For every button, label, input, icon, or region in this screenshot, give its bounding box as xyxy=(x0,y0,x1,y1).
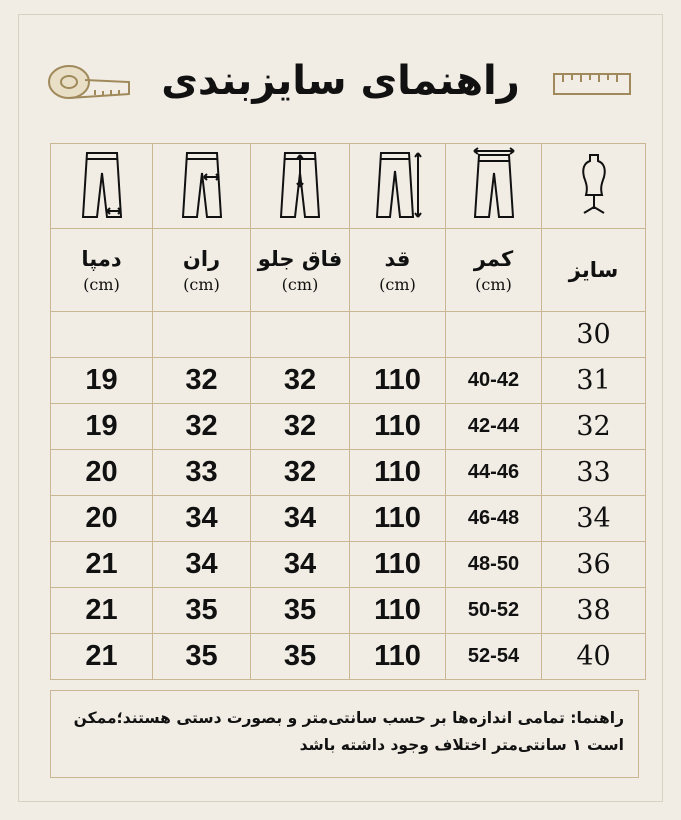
hem-icon-cell xyxy=(51,144,153,229)
hem-cell: 19 xyxy=(51,404,153,450)
table-row xyxy=(51,588,646,634)
height-cell: 110 xyxy=(350,450,446,496)
pants-hem-icon xyxy=(77,147,127,222)
rise-cell xyxy=(251,312,350,358)
rise-cell: 32 xyxy=(251,404,350,450)
pants-rise-icon xyxy=(275,147,325,222)
rise-header-label: فاق جلو xyxy=(257,246,343,271)
thigh-cell: 33 xyxy=(153,450,251,496)
page-title: راهنمای سایزبندی xyxy=(161,58,520,104)
mannequin-cell xyxy=(542,144,646,229)
guide-note: راهنما: تمامی اندازه‌ها بر حسب سانتی‌متر و بصورت دستی هستند؛ممکن است ۱ سانتی‌متر اختلاف وجود داشته باشد xyxy=(50,690,639,778)
rise-cell: 32 xyxy=(251,450,350,496)
size-header xyxy=(542,229,646,312)
size-cell: 30 xyxy=(542,312,646,358)
height-cell: 110 xyxy=(350,496,446,542)
waist-cell: 50-52 xyxy=(446,588,542,634)
header-row xyxy=(51,229,646,312)
rise-icon-cell xyxy=(251,144,350,229)
waist-unit: (cm) xyxy=(475,274,512,294)
waist-header xyxy=(446,229,542,312)
table-row xyxy=(51,450,646,496)
height-cell: 110 xyxy=(350,542,446,588)
size-cell: 32 xyxy=(542,404,646,450)
table-row xyxy=(51,496,646,542)
thigh-cell xyxy=(153,312,251,358)
waist-cell: 48-50 xyxy=(446,542,542,588)
waist-cell: 40-42 xyxy=(446,358,542,404)
thigh-header-label: ران xyxy=(182,246,221,271)
hem-cell xyxy=(51,312,153,358)
height-header xyxy=(350,229,446,312)
height-icon-cell xyxy=(350,144,446,229)
hem-unit: (cm) xyxy=(83,274,120,294)
height-cell: 110 xyxy=(350,404,446,450)
hem-cell: 19 xyxy=(51,358,153,404)
size-table xyxy=(50,143,646,680)
size-cell: 40 xyxy=(542,634,646,680)
height-cell: 110 xyxy=(350,588,446,634)
hem-cell: 21 xyxy=(51,588,153,634)
rise-cell: 35 xyxy=(251,634,350,680)
waist-header-label: کمر xyxy=(473,246,514,271)
waist-cell: 46-48 xyxy=(446,496,542,542)
size-cell: 33 xyxy=(542,450,646,496)
waist-cell: 42-44 xyxy=(446,404,542,450)
waist-cell: 52-54 xyxy=(446,634,542,680)
rise-cell: 32 xyxy=(251,358,350,404)
thigh-cell: 34 xyxy=(153,496,251,542)
size-cell: 36 xyxy=(542,542,646,588)
size-header-label: سایز xyxy=(568,258,619,282)
pants-length-icon xyxy=(373,147,423,222)
ruler-icon xyxy=(553,72,633,96)
height-cell xyxy=(350,312,446,358)
table-row xyxy=(51,634,646,680)
waist-icon-cell xyxy=(446,144,542,229)
table-row xyxy=(51,542,646,588)
height-header-label: قد xyxy=(384,246,411,271)
hem-cell: 21 xyxy=(51,634,153,680)
rise-unit: (cm) xyxy=(281,274,319,294)
height-unit: (cm) xyxy=(379,274,416,294)
size-cell: 34 xyxy=(542,496,646,542)
hem-header-label: دمپا xyxy=(81,246,122,271)
thigh-cell: 35 xyxy=(153,588,251,634)
hem-cell: 20 xyxy=(51,496,153,542)
height-cell: 110 xyxy=(350,634,446,680)
mannequin-icon xyxy=(574,149,614,219)
icon-row xyxy=(51,144,646,229)
waist-cell: 44-46 xyxy=(446,450,542,496)
waist-cell xyxy=(446,312,542,358)
hem-header xyxy=(51,229,153,312)
thigh-cell: 32 xyxy=(153,358,251,404)
table-row xyxy=(51,358,646,404)
rise-cell: 35 xyxy=(251,588,350,634)
rise-cell: 34 xyxy=(251,542,350,588)
height-cell: 110 xyxy=(350,358,446,404)
rise-cell: 34 xyxy=(251,496,350,542)
thigh-cell: 32 xyxy=(153,404,251,450)
hem-cell: 21 xyxy=(51,542,153,588)
hem-cell: 20 xyxy=(51,450,153,496)
table-row xyxy=(51,404,646,450)
thigh-unit: (cm) xyxy=(183,274,220,294)
rise-header xyxy=(251,229,350,312)
thigh-icon-cell xyxy=(153,144,251,229)
size-cell: 38 xyxy=(542,588,646,634)
table-row xyxy=(51,312,646,358)
thigh-header xyxy=(153,229,251,312)
thigh-cell: 35 xyxy=(153,634,251,680)
pants-thigh-icon xyxy=(177,147,227,222)
thigh-cell: 34 xyxy=(153,542,251,588)
pants-waist-icon xyxy=(469,147,519,222)
size-cell: 31 xyxy=(542,358,646,404)
